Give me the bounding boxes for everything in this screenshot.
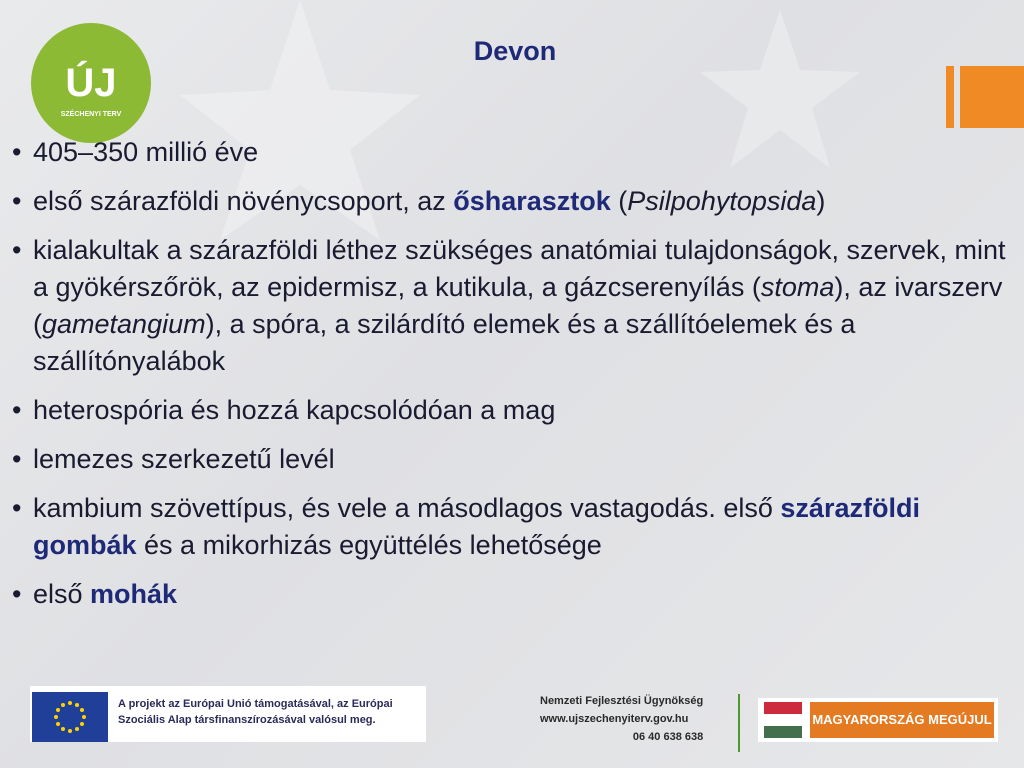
eu-flag-icon	[32, 692, 108, 742]
bullet-icon: •	[12, 444, 22, 474]
bullet-icon: •	[12, 579, 22, 609]
item-text: heterospória és hozzá kapcsolódóan a mag	[33, 395, 556, 425]
item-text: kialakultak a szárazföldi léthez szükséges anatómiai tulajdonságok, szervek, mint a gyökérszőrök, az epidermisz, a kutikula, a gázcserenyílás (	[33, 235, 1006, 302]
item-text: (	[610, 186, 628, 216]
agency-phone: 06 40 638 638	[632, 731, 704, 743]
item-text: első	[33, 579, 91, 609]
footer-divider	[738, 694, 740, 752]
bullet-icon: •	[12, 186, 22, 216]
item-term-bold: mohák	[90, 579, 178, 609]
bullet-item-7	[12, 576, 1012, 613]
eu-funding-text	[118, 696, 393, 728]
accent-bar-thin	[946, 66, 954, 128]
agency-name: Nemzeti Fejlesztési Ügynökség	[540, 695, 704, 707]
item-text: első szárazföldi növénycsoport, az	[33, 186, 454, 216]
item-text: )	[816, 186, 826, 216]
item-term-italic: stoma	[760, 272, 835, 302]
slide-title: Devon	[473, 36, 557, 66]
item-text: kambium szövettípus, és vele a másodlagos vastagodás. első	[33, 493, 781, 523]
agency-contact	[540, 692, 703, 746]
bullet-item-2	[12, 183, 1012, 220]
bullet-item-1	[12, 134, 1012, 171]
slogan-label: MAGYARORSZÁG MEGÚJUL	[810, 702, 994, 738]
bullet-icon: •	[12, 235, 22, 265]
hungarian-flag-icon	[764, 702, 802, 738]
accent-bar-wide	[960, 66, 1024, 128]
item-term-italic: gametangium	[42, 309, 206, 339]
agency-website: www.ujszechenyiterv.gov.hu	[540, 713, 689, 725]
item-term-bold: ősharasztok	[453, 186, 611, 216]
bullet-list	[12, 134, 1012, 625]
logo-letters: ÚJ	[65, 61, 117, 105]
footer	[0, 684, 1024, 768]
item-term-bold: szárazföldi gombák	[33, 493, 920, 560]
item-term-italic: Psilpohytopsida	[627, 186, 817, 216]
bullet-icon: •	[12, 395, 22, 425]
item-text: ), a spóra, a szilárdító elemek és a szállítóelemek és a szállítónyalábok	[33, 309, 856, 376]
bullet-icon: •	[12, 137, 22, 167]
bullet-item-5	[12, 441, 1012, 478]
bullet-item-3	[12, 232, 1012, 380]
bullet-item-6	[12, 490, 1012, 564]
eu-line-1: A projekt az Európai Unió támogatásával, az Európai	[118, 698, 393, 710]
item-text: és a mikorhizás együttélés lehetősége	[136, 530, 602, 560]
bullet-item-4	[12, 392, 1012, 429]
item-text: ), az ivarszerv (	[33, 272, 1003, 339]
eu-funding-notice	[30, 686, 426, 742]
item-text: 405–350 millió éve	[33, 137, 259, 167]
uj-szechenyi-terv-logo	[30, 22, 152, 144]
logo-caption: SZÉCHENYI TERV	[60, 111, 122, 118]
eu-line-2: Szociális Alap társfinanszírozásával valósul meg.	[118, 714, 376, 726]
item-text: lemezes szerkezetű levél	[33, 444, 335, 474]
magyarorszag-megujul-badge	[758, 698, 998, 742]
bullet-icon: •	[12, 493, 22, 523]
